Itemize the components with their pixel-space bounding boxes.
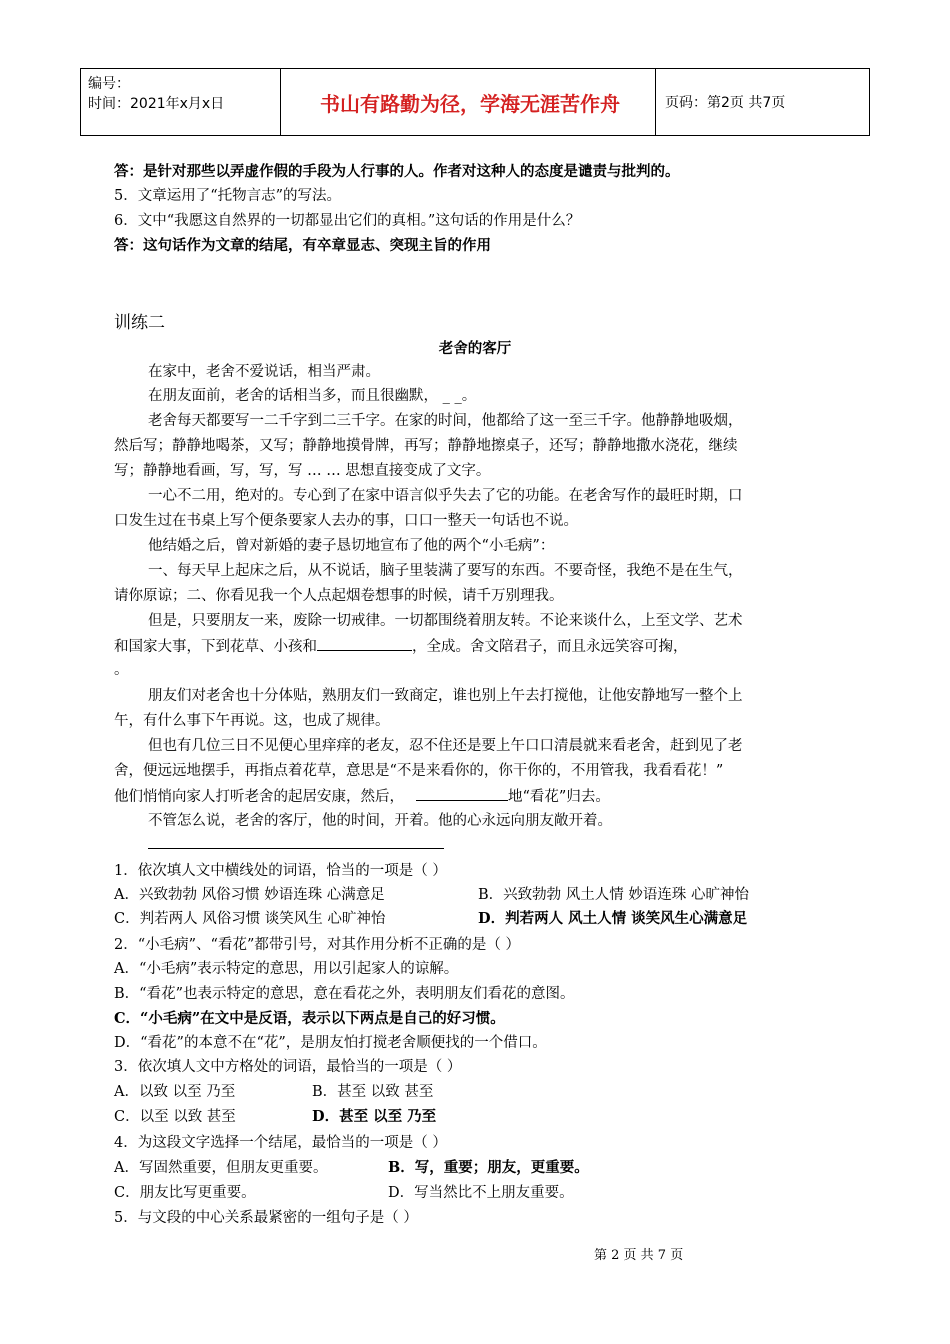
header-motto: 书山有路勤为径，学海无涯苦作舟 bbox=[320, 91, 620, 116]
article-line: 请你原谅；二、你看见我一个人点起烟卷想事的时候，请千万别理我。 bbox=[114, 588, 564, 604]
question-3: 3．依次填人文中方格处的词语，最恰当的一项是（ ） bbox=[114, 1059, 462, 1075]
question-5: 5．与文段的中心关系最紧密的一组句子是（ ） bbox=[114, 1210, 418, 1226]
header-divider bbox=[80, 68, 81, 136]
question-4: 4．为这段文字选择一个结尾，最恰当的一项是（ ） bbox=[114, 1135, 447, 1151]
option-2b: B．“看花”也表示特定的意思，意在看花之外，表明朋友们看花的意图。 bbox=[114, 986, 575, 1002]
article-line bbox=[114, 636, 688, 657]
option-2c: C．“小毛病”在文中是反语，表示以下两点是自己的好习惯。 bbox=[114, 1010, 505, 1027]
answer-blank bbox=[317, 636, 412, 651]
article-text: ，全成。舍文陪君子，而且永远笑容可掬， bbox=[412, 639, 688, 655]
article-line: 但是，只要朋友一来，废除一切戒律。一切都围绕着朋友转。不论来谈什么，上至文学、艺术 bbox=[148, 613, 743, 629]
header-divider bbox=[280, 68, 281, 136]
option-4d: D．写当然比不上朋友重要。 bbox=[388, 1185, 574, 1201]
page-header bbox=[80, 68, 870, 136]
option-1a: A．兴致勃勃 风俗习惯 妙语连珠 心满意足 bbox=[114, 887, 385, 903]
article-title: 老舍的客厅 bbox=[438, 340, 512, 357]
article-line: 他结婚之后，曾对新婚的妻子恳切地宣布了他的两个“小毛病”： bbox=[148, 538, 555, 554]
number-label: 编号： bbox=[88, 76, 130, 92]
article-line: 老舍每天都要写一二千字到二三千字。在家的时间，他都给了这一至三千字。他静静地吸烟， bbox=[148, 413, 743, 429]
option-3c: C．以至 以致 甚至 bbox=[114, 1109, 236, 1125]
time-label: 时间：2021年x月x日 bbox=[88, 96, 225, 112]
question-6-prev: 6．文中“我愿这自然界的一切都显出它们的真相。”这句话的作用是什么？ bbox=[114, 213, 581, 229]
article-text: 他们悄悄向家人打听老舍的起居安康，然后， bbox=[114, 789, 404, 805]
article-line: 舍，便远远地摆手，再指点着花草，意思是“不是来看你的，你干你的，不用管我，我看看花！” bbox=[114, 763, 724, 779]
header-divider bbox=[869, 68, 870, 136]
question-5-prev: 5．文章运用了“托物言志”的写法。 bbox=[114, 188, 342, 204]
answer-6: 答：这句话作为文章的结尾，有卒章显志、突现主旨的作用 bbox=[114, 237, 491, 254]
option-1c: C．判若两人 风俗习惯 谈笑风生 心旷神怡 bbox=[114, 911, 386, 927]
article-line: 然后写；静静地喝茶，又写；静静地摸骨牌，再写；静静地擦桌子，还写；静静地撒水浇花，继续 bbox=[114, 438, 738, 454]
page-footer: 第 2 页 共 7 页 bbox=[594, 1248, 684, 1263]
option-4a: A．写固然重要，但朋友更重要。 bbox=[114, 1160, 328, 1176]
option-3b: B．甚至 以致 甚至 bbox=[312, 1084, 434, 1100]
option-1d: D．判若两人 风土人情 谈笑风生心满意足 bbox=[478, 910, 748, 927]
article-line: 一、每天早上起床之后，从不说话，脑子里装满了要写的东西。不要奇怪，我绝不是在生气， bbox=[148, 563, 743, 579]
article-line: 朋友们对老舍也十分体贴，熟朋友们一致商定，谁也别上午去打搅他，让他安静地写一整个上 bbox=[148, 688, 743, 704]
option-2d: D．“看花”的本意不在“花”，是朋友怕打搅老舍顺便找的一个借口。 bbox=[114, 1035, 547, 1051]
section-title: 训练二 bbox=[114, 313, 165, 333]
article-text: 地“看花”归去。 bbox=[508, 789, 610, 805]
article-line: 在家中，老舍不爱说话，相当严肃。 bbox=[148, 364, 380, 380]
article-line: 不管怎么说，老舍的客厅，他的时间，开着。他的心永远向朋友敞开着。 bbox=[148, 813, 612, 829]
header-divider bbox=[655, 68, 656, 136]
option-3d: D．甚至 以至 乃至 bbox=[312, 1108, 437, 1125]
article-line: 。 bbox=[114, 662, 129, 678]
answer-blank bbox=[416, 786, 508, 801]
article-text: 和国家大事，下到花草、小孩和 bbox=[114, 639, 317, 655]
article-line: 口发生过在书桌上写个便条要家人去办的事，口口一整天一句话也不说。 bbox=[114, 513, 578, 529]
article-line: 但也有几位三日不见便心里痒痒的老友，忍不住还是要上午口口清晨就来看老舍，赶到见了老 bbox=[148, 738, 743, 754]
option-3a: A．以致 以至 乃至 bbox=[114, 1084, 236, 1100]
option-4b: B．写，重要；朋友，更重要。 bbox=[388, 1159, 589, 1176]
header-meta bbox=[88, 74, 224, 114]
article-line: 写；静静地看画，写，写，写 … … 思想直接变成了文字。 bbox=[114, 463, 491, 479]
article-line: 一心不二用，绝对的。专心到了在家中语言似乎失去了它的功能。在老舍写作的最旺时期，口 bbox=[148, 488, 743, 504]
option-1b: B．兴致勃勃 风土人情 妙语连珠 心旷神怡 bbox=[478, 887, 749, 903]
article-line bbox=[114, 786, 610, 807]
option-4c: C．朋友比写更重要。 bbox=[114, 1185, 256, 1201]
header-page-info: 页码：第2页 共7页 bbox=[665, 95, 786, 111]
article-line: 午，有什么事下午再说。这，也成了规律。 bbox=[114, 713, 390, 729]
answer-4: 答：是针对那些以弄虚作假的手段为人行事的人。作者对这种人的态度是谴责与批判的。 bbox=[114, 163, 680, 180]
article-line: 在朋友面前，老舍的话相当多，而且很幽默， _ _。 bbox=[148, 388, 477, 404]
question-1: 1．依次填人文中横线处的词语，恰当的一项是（ ） bbox=[114, 863, 447, 879]
question-2: 2．“小毛病”、“看花”都带引号，对其作用分析不正确的是（ ） bbox=[114, 937, 520, 953]
option-2a: A．“小毛病”表示特定的意思，用以引起家人的谅解。 bbox=[114, 961, 459, 977]
article-end-rule bbox=[148, 848, 444, 849]
